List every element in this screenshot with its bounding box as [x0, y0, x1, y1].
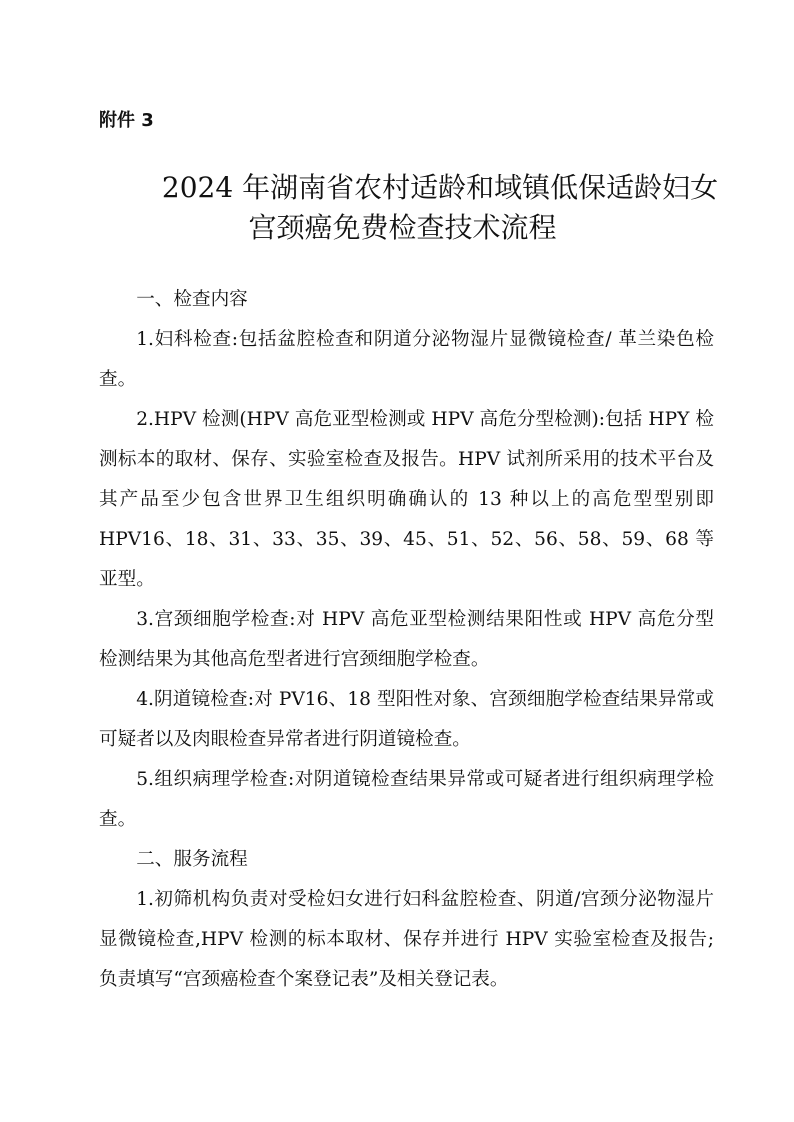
attachment-label: 附件 3 — [99, 110, 154, 131]
paragraph-cytology-exam: 3.宫颈细胞学检查:对 HPV 高危亚型检测结果阳性或 HPV 高危分型检测结果为其他高危型者进行宫颈细胞学检查。 — [99, 609, 714, 670]
title-line-1: 2024 年湖南省农村适龄和域镇低保适龄妇女 — [161, 171, 719, 204]
document-title — [90, 168, 790, 248]
paragraph-primary-screening: 1.初筛机构负责对受检妇女进行妇科盆腔检查、阴道/宫颈分泌物湿片显微镜检查,HPV 检测的标本取材、保存并进行 HPV 实验室检查及报告;负责填写“宫颈癌检查个案登记表”及相关登记表。 — [99, 889, 714, 990]
paragraph-gynecological-exam: 1.妇科检查:包括盆腔检查和阴道分泌物湿片显微镜检查/ 革兰染色检查。 — [99, 329, 714, 390]
document-body — [99, 280, 714, 1000]
section-heading-inspection-content: 一、检查内容 — [136, 289, 248, 310]
title-line-2: 宫颈癌免费检查技术流程 — [248, 211, 557, 244]
paragraph-colposcopy: 4.阴道镜检查:对 PV16、18 型阳性对象、宫颈细胞学检查结果异常或可疑者以及肉眼检查异常者进行阴道镜检查。 — [99, 689, 714, 750]
paragraph-hpv-test: 2.HPV 检测(HPV 高危亚型检测或 HPV 高危分型检测):包括 HPY 检测标本的取材、保存、实验室检查及报告。HPV 试剂所采用的技术平台及其产品至少包含世界卫生组织明确确认的 13 种以上的高危型型别即 HPV16、18、31、33、35、39、45、51、52、56、58、59、68 等亚型。 — [99, 409, 714, 590]
paragraph-histopathology: 5.组织病理学检查:对阴道镜检查结果异常或可疑者进行组织病理学检查。 — [99, 769, 714, 830]
section-heading-service-process: 二、服务流程 — [136, 849, 248, 870]
